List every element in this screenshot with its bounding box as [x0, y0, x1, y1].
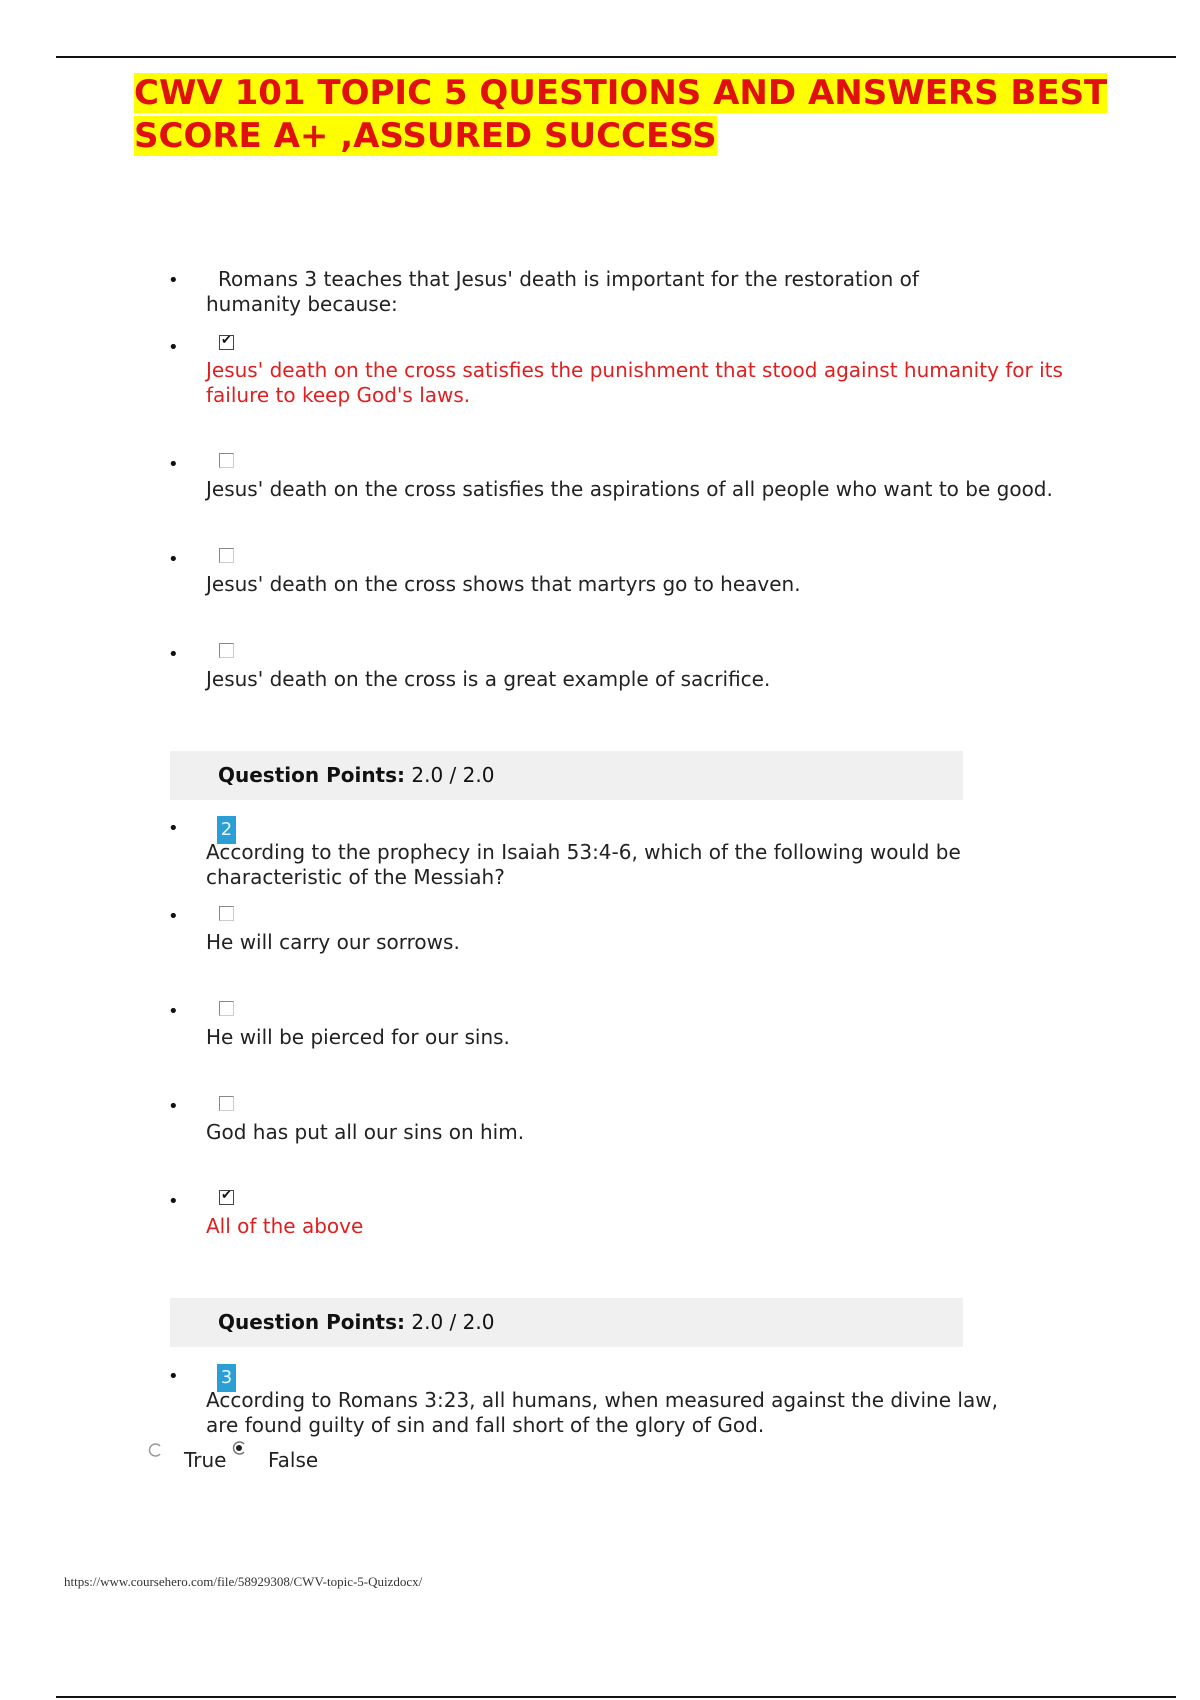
- bullet: •: [168, 818, 179, 839]
- points-label: Question Points:: [218, 1310, 406, 1334]
- question-3-number: 3: [217, 1364, 236, 1392]
- bullet: •: [168, 644, 179, 665]
- title-line-2: SCORE A+ ,ASSURED SUCCESS: [134, 116, 717, 156]
- option-checkbox[interactable]: [219, 548, 234, 563]
- true-radio-icon[interactable]: [147, 1442, 163, 1458]
- option-checkbox[interactable]: [219, 1190, 234, 1205]
- option-checkbox[interactable]: [219, 453, 234, 468]
- bullet: •: [168, 1191, 179, 1212]
- question-2-points: [170, 1298, 963, 1347]
- question-1-option-3: Jesus' death on the cross shows that martyrs go to heaven.: [206, 572, 801, 596]
- bottom-rule: [56, 1696, 1176, 1698]
- true-label: True: [184, 1448, 227, 1472]
- question-3-text: According to Romans 3:23, all humans, when measured against the divine law, are found guilty of sin and fall short of the glory of God.: [206, 1388, 998, 1437]
- option-checkbox[interactable]: [219, 1096, 234, 1111]
- false-radio-icon[interactable]: [231, 1440, 247, 1456]
- question-1-option-1: Jesus' death on the cross satisfies the punishment that stood against humanity for its failure to keep God's laws.: [206, 358, 1063, 407]
- question-1-text: Romans 3 teaches that Jesus' death is important for the restoration of humanity because:: [206, 267, 919, 316]
- question-2-number: 2: [217, 816, 236, 844]
- points-value: 2.0 / 2.0: [411, 763, 495, 787]
- option-checkbox[interactable]: [219, 1001, 234, 1016]
- bullet: •: [168, 549, 179, 570]
- bullet: •: [168, 1096, 179, 1117]
- footer-url: https://www.coursehero.com/file/58929308/CWV-topic-5-Quizdocx/: [64, 1574, 423, 1589]
- document-title: [134, 72, 1107, 158]
- question-2-option-4: All of the above: [206, 1214, 364, 1238]
- bullet: •: [168, 337, 179, 358]
- option-checkbox[interactable]: [219, 643, 234, 658]
- question-1-option-2: Jesus' death on the cross satisfies the aspirations of all people who want to be good.: [206, 477, 1053, 501]
- question-2-option-3: God has put all our sins on him.: [206, 1120, 525, 1144]
- question-1-option-4: Jesus' death on the cross is a great example of sacrifice.: [206, 667, 771, 691]
- bullet: •: [168, 1001, 179, 1022]
- question-1-points: [170, 751, 963, 800]
- question-2-option-1: He will carry our sorrows.: [206, 930, 460, 954]
- bullet: •: [168, 454, 179, 475]
- bullet: •: [168, 906, 179, 927]
- bullet: •: [168, 1366, 179, 1387]
- title-line-1: CWV 101 TOPIC 5 QUESTIONS AND ANSWERS BEST: [134, 73, 1108, 113]
- bullet: •: [168, 270, 179, 291]
- top-rule: [56, 56, 1176, 58]
- question-2-text: According to the prophecy in Isaiah 53:4-6, which of the following would be characteristic of the Messiah?: [206, 840, 961, 889]
- points-label: Question Points:: [218, 763, 406, 787]
- question-2-option-2: He will be pierced for our sins.: [206, 1025, 510, 1049]
- option-checkbox[interactable]: [219, 335, 234, 350]
- points-value: 2.0 / 2.0: [411, 1310, 495, 1334]
- option-checkbox[interactable]: [219, 906, 234, 921]
- false-label: False: [268, 1448, 319, 1472]
